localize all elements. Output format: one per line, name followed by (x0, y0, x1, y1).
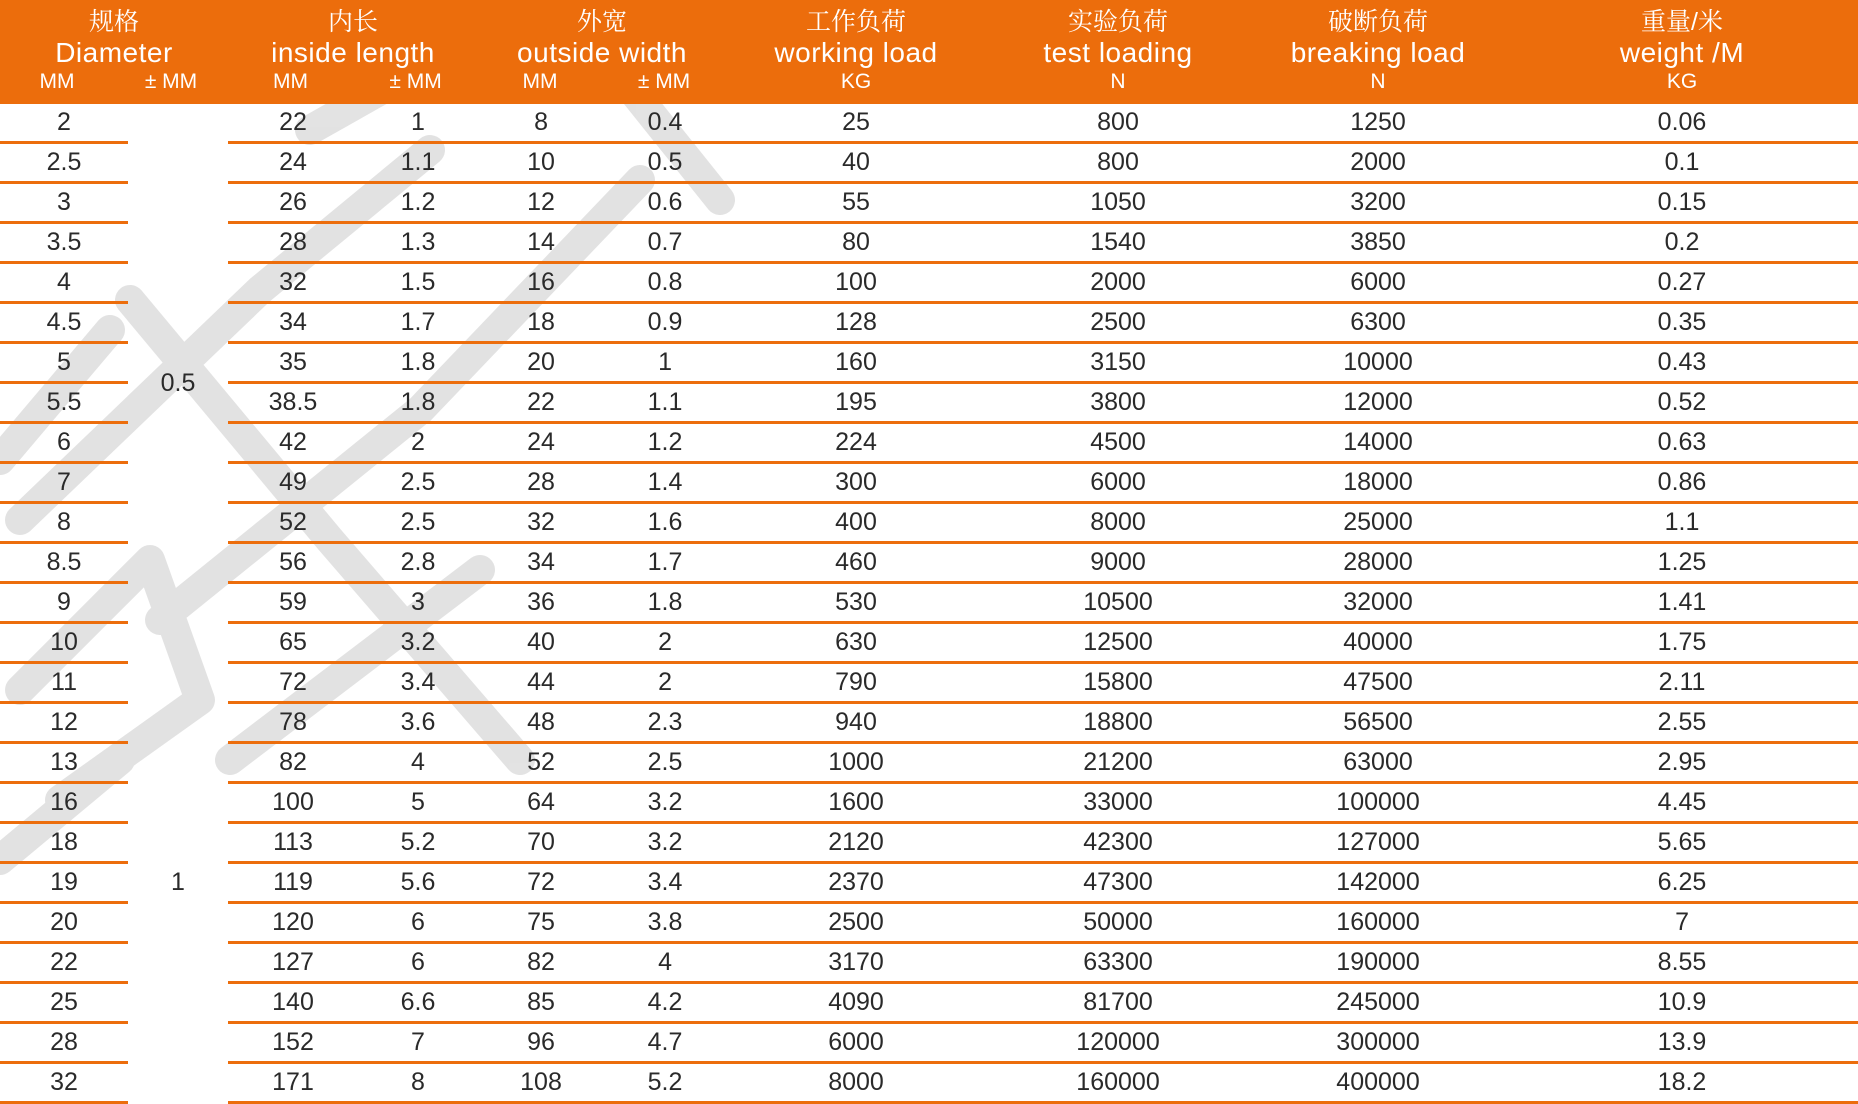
inside-length-tol-cell: 1.5 (358, 263, 478, 303)
inside-length-tol-cell: 7 (358, 1023, 478, 1063)
weight-cell: 2.11 (1506, 663, 1858, 703)
breaking-load-cell: 100000 (1250, 783, 1506, 823)
header-breaking-load (1250, 0, 1506, 104)
test-loading-cell: 63300 (986, 943, 1250, 983)
outside-width-cell: 52 (478, 743, 604, 783)
table-row (0, 823, 1858, 863)
outside-width-tol-cell: 2.5 (604, 743, 726, 783)
outside-width-cell: 22 (478, 383, 604, 423)
weight-cell: 4.45 (1506, 783, 1858, 823)
test-loading-cell: 3150 (986, 343, 1250, 383)
inside-length-tol-cell: 2.5 (358, 463, 478, 503)
weight-cell: 18.2 (1506, 1063, 1858, 1103)
inside-length-cell: 119 (228, 863, 358, 903)
working-load-cell: 8000 (726, 1063, 986, 1103)
test-loading-cell: 6000 (986, 463, 1250, 503)
header-diameter-cn: 规格 (88, 8, 139, 36)
inside-length-tol-cell: 1.7 (358, 303, 478, 343)
outside-width-tol-cell: 4.7 (604, 1023, 726, 1063)
outside-width-cell: 32 (478, 503, 604, 543)
weight-cell: 0.35 (1506, 303, 1858, 343)
inside-length-tol-cell: 5 (358, 783, 478, 823)
working-load-cell: 4090 (726, 983, 986, 1023)
table-row (0, 104, 1858, 143)
inside-length-cell: 78 (228, 703, 358, 743)
table-row (0, 423, 1858, 463)
working-load-cell: 2370 (726, 863, 986, 903)
inside-length-cell: 34 (228, 303, 358, 343)
header-diameter-en: Diameter (55, 37, 173, 68)
diameter-cell: 8 (0, 503, 128, 543)
test-loading-cell: 21200 (986, 743, 1250, 783)
table-row (0, 263, 1858, 303)
test-loading-cell: 800 (986, 104, 1250, 143)
breaking-load-cell: 400000 (1250, 1063, 1506, 1103)
weight-cell: 0.86 (1506, 463, 1858, 503)
table-row (0, 983, 1858, 1023)
weight-cell: 0.52 (1506, 383, 1858, 423)
header-weight-cn: 重量/米 (1641, 8, 1723, 36)
header-working-load-cn: 工作负荷 (806, 8, 907, 36)
header-test-loading-cn: 实验负荷 (1068, 8, 1169, 36)
inside-length-cell: 82 (228, 743, 358, 783)
test-loading-cell: 1050 (986, 183, 1250, 223)
weight-cell: 5.65 (1506, 823, 1858, 863)
outside-width-cell: 12 (478, 183, 604, 223)
diameter-cell: 4.5 (0, 303, 128, 343)
diameter-cell: 9 (0, 583, 128, 623)
header-weight-en: weight /M (1619, 37, 1745, 68)
weight-cell: 1.25 (1506, 543, 1858, 583)
table-row (0, 143, 1858, 183)
table-row (0, 183, 1858, 223)
diameter-cell: 19 (0, 863, 128, 903)
breaking-load-cell: 6300 (1250, 303, 1506, 343)
outside-width-cell: 28 (478, 463, 604, 503)
breaking-load-cell: 2000 (1250, 143, 1506, 183)
diameter-cell: 2 (0, 104, 128, 143)
outside-width-cell: 108 (478, 1063, 604, 1103)
inside-length-tol-cell: 3.4 (358, 663, 478, 703)
breaking-load-cell: 3200 (1250, 183, 1506, 223)
working-load-cell: 55 (726, 183, 986, 223)
outside-width-cell: 44 (478, 663, 604, 703)
weight-cell: 1.1 (1506, 503, 1858, 543)
working-load-cell: 790 (726, 663, 986, 703)
inside-length-tol-cell: 3.2 (358, 623, 478, 663)
table-row (0, 663, 1858, 703)
outside-width-tol-cell: 3.8 (604, 903, 726, 943)
outside-width-cell: 75 (478, 903, 604, 943)
outside-width-cell: 14 (478, 223, 604, 263)
inside-length-tol-cell: 2.5 (358, 503, 478, 543)
outside-width-tol-cell: 0.5 (604, 143, 726, 183)
outside-width-tol-cell: 1.6 (604, 503, 726, 543)
breaking-load-cell: 12000 (1250, 383, 1506, 423)
diameter-cell: 8.5 (0, 543, 128, 583)
header-outside-width-unit-tol: ± MM (637, 70, 691, 93)
outside-width-cell: 48 (478, 703, 604, 743)
inside-length-tol-cell: 5.6 (358, 863, 478, 903)
header-working-load-en: working load (774, 37, 938, 68)
diameter-cell: 7 (0, 463, 128, 503)
weight-cell: 2.55 (1506, 703, 1858, 743)
header-breaking-load-unit: N (1370, 70, 1386, 93)
header-working-load-unit: KG (840, 70, 872, 93)
outside-width-cell: 70 (478, 823, 604, 863)
outside-width-tol-cell: 2.3 (604, 703, 726, 743)
table-row (0, 943, 1858, 983)
working-load-cell: 80 (726, 223, 986, 263)
inside-length-cell: 24 (228, 143, 358, 183)
test-loading-cell: 47300 (986, 863, 1250, 903)
weight-cell: 8.55 (1506, 943, 1858, 983)
weight-cell: 0.27 (1506, 263, 1858, 303)
header-working-load (726, 0, 986, 104)
inside-length-cell: 113 (228, 823, 358, 863)
diameter-cell: 12 (0, 703, 128, 743)
outside-width-tol-cell: 1.4 (604, 463, 726, 503)
header-diameter (0, 0, 228, 104)
inside-length-cell: 171 (228, 1063, 358, 1103)
inside-length-tol-cell: 6 (358, 903, 478, 943)
table-row (0, 1063, 1858, 1103)
inside-length-cell: 38.5 (228, 383, 358, 423)
weight-cell: 0.06 (1506, 104, 1858, 143)
weight-cell: 10.9 (1506, 983, 1858, 1023)
table-row (0, 223, 1858, 263)
working-load-cell: 400 (726, 503, 986, 543)
table-row (0, 863, 1858, 903)
table-row (0, 583, 1858, 623)
diameter-cell: 25 (0, 983, 128, 1023)
outside-width-tol-cell: 0.4 (604, 104, 726, 143)
breaking-load-cell: 28000 (1250, 543, 1506, 583)
header-test-loading-unit: N (1110, 70, 1126, 93)
diameter-cell: 28 (0, 1023, 128, 1063)
outside-width-tol-cell: 2 (604, 623, 726, 663)
header-inside-length-cn: 内长 (328, 8, 379, 36)
table-row (0, 623, 1858, 663)
inside-length-cell: 72 (228, 663, 358, 703)
inside-length-tol-cell: 6.6 (358, 983, 478, 1023)
working-load-cell: 1000 (726, 743, 986, 783)
inside-length-cell: 59 (228, 583, 358, 623)
inside-length-tol-cell: 6 (358, 943, 478, 983)
inside-length-cell: 28 (228, 223, 358, 263)
working-load-cell: 100 (726, 263, 986, 303)
test-loading-cell: 18800 (986, 703, 1250, 743)
breaking-load-cell: 190000 (1250, 943, 1506, 983)
outside-width-tol-cell: 0.7 (604, 223, 726, 263)
diameter-cell: 4 (0, 263, 128, 303)
header-weight-unit: KG (1666, 70, 1698, 93)
breaking-load-cell: 1250 (1250, 104, 1506, 143)
table-row (0, 503, 1858, 543)
working-load-cell: 530 (726, 583, 986, 623)
outside-width-cell: 8 (478, 104, 604, 143)
table-row (0, 383, 1858, 423)
inside-length-tol-cell: 1.8 (358, 343, 478, 383)
breaking-load-cell: 56500 (1250, 703, 1506, 743)
outside-width-tol-cell: 2 (604, 663, 726, 703)
outside-width-tol-cell: 1.8 (604, 583, 726, 623)
working-load-cell: 2120 (726, 823, 986, 863)
inside-length-tol-cell: 1.1 (358, 143, 478, 183)
table-row (0, 783, 1858, 823)
outside-width-tol-cell: 5.2 (604, 1063, 726, 1103)
outside-width-cell: 96 (478, 1023, 604, 1063)
outside-width-tol-cell: 3.2 (604, 783, 726, 823)
breaking-load-cell: 160000 (1250, 903, 1506, 943)
breaking-load-cell: 18000 (1250, 463, 1506, 503)
test-loading-cell: 42300 (986, 823, 1250, 863)
breaking-load-cell: 25000 (1250, 503, 1506, 543)
breaking-load-cell: 47500 (1250, 663, 1506, 703)
test-loading-cell: 120000 (986, 1023, 1250, 1063)
inside-length-cell: 152 (228, 1023, 358, 1063)
header-diameter-units (0, 68, 228, 96)
table-row (0, 1023, 1858, 1063)
outside-width-cell: 10 (478, 143, 604, 183)
header-weight (1506, 0, 1858, 104)
test-loading-cell: 33000 (986, 783, 1250, 823)
header-inside-length-unit-mm: MM (273, 70, 308, 93)
outside-width-tol-cell: 3.4 (604, 863, 726, 903)
table-body (0, 104, 1858, 1103)
inside-length-tol-cell: 5.2 (358, 823, 478, 863)
inside-length-tol-cell: 1.8 (358, 383, 478, 423)
working-load-cell: 630 (726, 623, 986, 663)
inside-length-cell: 120 (228, 903, 358, 943)
outside-width-tol-cell: 4 (604, 943, 726, 983)
diameter-cell: 6 (0, 423, 128, 463)
table-row (0, 463, 1858, 503)
breaking-load-cell: 300000 (1250, 1023, 1506, 1063)
header-diameter-unit-mm: MM (39, 70, 75, 93)
weight-cell: 0.2 (1506, 223, 1858, 263)
breaking-load-cell: 14000 (1250, 423, 1506, 463)
header-outside-width-unit-mm: MM (522, 70, 558, 93)
breaking-load-cell: 10000 (1250, 343, 1506, 383)
test-loading-cell: 1540 (986, 223, 1250, 263)
inside-length-tol-cell: 3 (358, 583, 478, 623)
working-load-cell: 128 (726, 303, 986, 343)
inside-length-cell: 26 (228, 183, 358, 223)
test-loading-cell: 4500 (986, 423, 1250, 463)
diameter-cell: 5.5 (0, 383, 128, 423)
inside-length-tol-cell: 8 (358, 1063, 478, 1103)
inside-length-cell: 127 (228, 943, 358, 983)
inside-length-tol-cell: 1.3 (358, 223, 478, 263)
outside-width-tol-cell: 0.8 (604, 263, 726, 303)
weight-cell: 0.63 (1506, 423, 1858, 463)
breaking-load-cell: 3850 (1250, 223, 1506, 263)
outside-width-cell: 64 (478, 783, 604, 823)
header-outside-width-cn: 外宽 (577, 8, 628, 36)
diameter-cell: 13 (0, 743, 128, 783)
header-inside-length-unit-tol: ± MM (389, 70, 442, 93)
diameter-cell: 16 (0, 783, 128, 823)
working-load-cell: 1600 (726, 783, 986, 823)
weight-cell: 2.95 (1506, 743, 1858, 783)
table-row (0, 343, 1858, 383)
breaking-load-cell: 63000 (1250, 743, 1506, 783)
breaking-load-cell: 245000 (1250, 983, 1506, 1023)
inside-length-tol-cell: 1 (358, 104, 478, 143)
breaking-load-cell: 6000 (1250, 263, 1506, 303)
weight-cell: 7 (1506, 903, 1858, 943)
diameter-cell: 5 (0, 343, 128, 383)
test-loading-cell: 15800 (986, 663, 1250, 703)
test-loading-cell: 10500 (986, 583, 1250, 623)
table-row (0, 303, 1858, 343)
test-loading-cell: 800 (986, 143, 1250, 183)
inside-length-cell: 32 (228, 263, 358, 303)
outside-width-cell: 72 (478, 863, 604, 903)
inside-length-cell: 35 (228, 343, 358, 383)
inside-length-tol-cell: 4 (358, 743, 478, 783)
weight-cell: 1.75 (1506, 623, 1858, 663)
test-loading-cell: 2000 (986, 263, 1250, 303)
diameter-cell: 3 (0, 183, 128, 223)
table-row (0, 743, 1858, 783)
weight-cell: 0.43 (1506, 343, 1858, 383)
test-loading-cell: 50000 (986, 903, 1250, 943)
header-row (0, 0, 1858, 104)
working-load-cell: 6000 (726, 1023, 986, 1063)
outside-width-cell: 18 (478, 303, 604, 343)
weight-cell: 0.15 (1506, 183, 1858, 223)
inside-length-cell: 65 (228, 623, 358, 663)
diameter-tolerance-cell: 1 (171, 868, 185, 896)
header-inside-length (228, 0, 478, 104)
outside-width-tol-cell: 1.7 (604, 543, 726, 583)
diameter-cell: 20 (0, 903, 128, 943)
diameter-cell: 32 (0, 1063, 128, 1103)
inside-length-tol-cell: 2.8 (358, 543, 478, 583)
diameter-cell: 18 (0, 823, 128, 863)
inside-length-tol-cell: 2 (358, 423, 478, 463)
inside-length-tol-cell: 3.6 (358, 703, 478, 743)
breaking-load-cell: 127000 (1250, 823, 1506, 863)
table-row (0, 903, 1858, 943)
diameter-cell: 2.5 (0, 143, 128, 183)
inside-length-cell: 49 (228, 463, 358, 503)
header-outside-width (478, 0, 726, 104)
diameter-cell: 3.5 (0, 223, 128, 263)
test-loading-cell: 8000 (986, 503, 1250, 543)
working-load-cell: 940 (726, 703, 986, 743)
header-outside-width-units (478, 68, 726, 96)
test-loading-cell: 9000 (986, 543, 1250, 583)
test-loading-cell: 3800 (986, 383, 1250, 423)
outside-width-tol-cell: 1.1 (604, 383, 726, 423)
working-load-cell: 460 (726, 543, 986, 583)
working-load-cell: 3170 (726, 943, 986, 983)
header-breaking-load-en: breaking load (1290, 37, 1466, 68)
working-load-cell: 195 (726, 383, 986, 423)
outside-width-tol-cell: 3.2 (604, 823, 726, 863)
test-loading-cell: 12500 (986, 623, 1250, 663)
diameter-cell: 22 (0, 943, 128, 983)
outside-width-tol-cell: 1.2 (604, 423, 726, 463)
header-test-loading-en: test loading (1043, 37, 1193, 68)
outside-width-cell: 24 (478, 423, 604, 463)
table-row (0, 543, 1858, 583)
inside-length-cell: 42 (228, 423, 358, 463)
working-load-cell: 160 (726, 343, 986, 383)
weight-cell: 0.1 (1506, 143, 1858, 183)
outside-width-tol-cell: 0.9 (604, 303, 726, 343)
breaking-load-cell: 142000 (1250, 863, 1506, 903)
outside-width-tol-cell: 1 (604, 343, 726, 383)
breaking-load-cell: 32000 (1250, 583, 1506, 623)
inside-length-cell: 56 (228, 543, 358, 583)
header-outside-width-en: outside width (517, 37, 687, 68)
diameter-cell: 10 (0, 623, 128, 663)
test-loading-cell: 2500 (986, 303, 1250, 343)
inside-length-cell: 22 (228, 104, 358, 143)
outside-width-cell: 16 (478, 263, 604, 303)
inside-length-tol-cell: 1.2 (358, 183, 478, 223)
working-load-cell: 300 (726, 463, 986, 503)
weight-cell: 1.41 (1506, 583, 1858, 623)
diameter-cell: 11 (0, 663, 128, 703)
header-test-loading (986, 0, 1250, 104)
header-breaking-load-cn: 破断负荷 (1328, 8, 1429, 36)
weight-cell: 13.9 (1506, 1023, 1858, 1063)
inside-length-cell: 52 (228, 503, 358, 543)
weight-cell: 6.25 (1506, 863, 1858, 903)
outside-width-cell: 20 (478, 343, 604, 383)
outside-width-tol-cell: 4.2 (604, 983, 726, 1023)
outside-width-cell: 82 (478, 943, 604, 983)
test-loading-cell: 81700 (986, 983, 1250, 1023)
test-loading-cell: 160000 (986, 1063, 1250, 1103)
breaking-load-cell: 40000 (1250, 623, 1506, 663)
outside-width-cell: 40 (478, 623, 604, 663)
working-load-cell: 25 (726, 104, 986, 143)
header-inside-length-units (228, 68, 478, 96)
working-load-cell: 2500 (726, 903, 986, 943)
inside-length-cell: 140 (228, 983, 358, 1023)
outside-width-cell: 34 (478, 543, 604, 583)
inside-length-cell: 100 (228, 783, 358, 823)
diameter-tolerance-cell: 0.5 (160, 368, 196, 397)
header-inside-length-en: inside length (271, 37, 435, 68)
working-load-cell: 40 (726, 143, 986, 183)
outside-width-tol-cell: 0.6 (604, 183, 726, 223)
working-load-cell: 224 (726, 423, 986, 463)
header-diameter-unit-tol: ± MM (144, 70, 198, 93)
table-row (0, 703, 1858, 743)
outside-width-cell: 36 (478, 583, 604, 623)
outside-width-cell: 85 (478, 983, 604, 1023)
